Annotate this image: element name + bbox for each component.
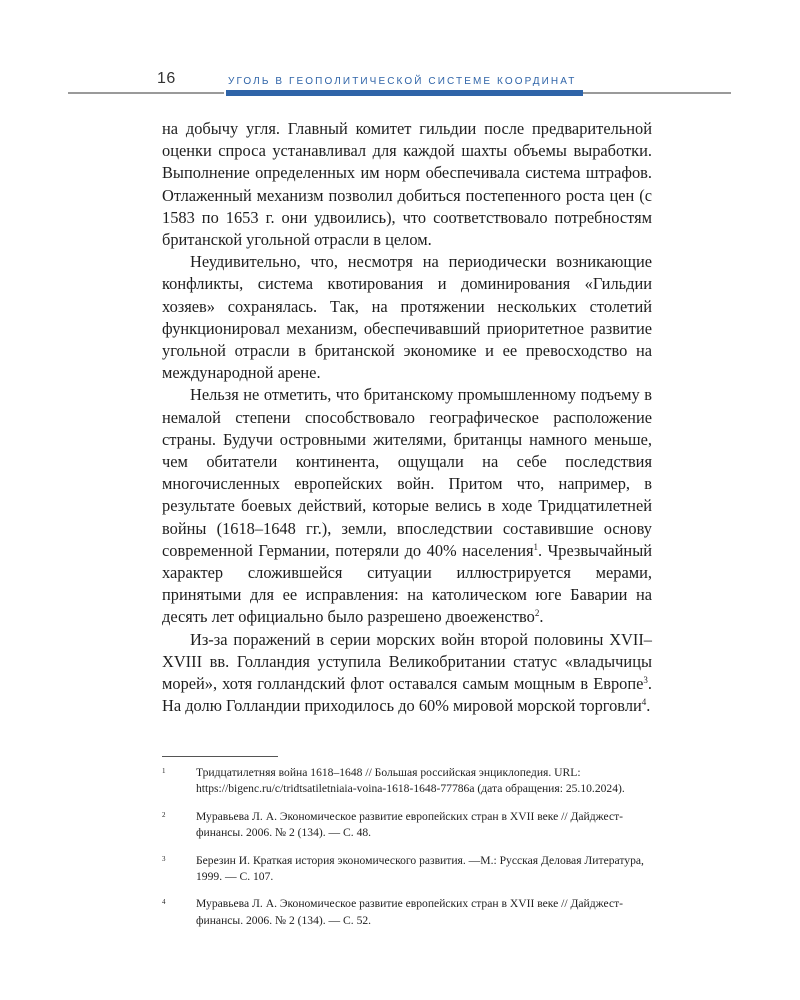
body-text <box>162 118 652 717</box>
footnote-text: Муравьева Л. А. Экономическое развитие европейских стран в XVII веке // Дайджест-финансы. 2006. № 2 (134). — С. 52. <box>196 897 624 927</box>
footnote-1 <box>162 765 652 798</box>
footnote-ref-3[interactable]: 3 <box>643 675 648 686</box>
running-title: УГОЛЬ В ГЕОПОЛИТИЧЕСКОЙ СИСТЕМЕ КООРДИНАТ <box>228 76 577 87</box>
footnotes <box>162 765 652 940</box>
paragraph-3-text-b: . Чрезвычайный характер сложившейся ситуации иллюстрируется мерами, принятыми для ее исправления: на католическом юге Баварии на десять лет официально было разрешено двоеженство <box>162 540 652 627</box>
paragraph-4 <box>162 629 652 718</box>
footnote-number: 1 <box>162 767 166 775</box>
footnote-text: Тридцатилетняя война 1618–1648 // Большая российская энциклопедия. URL: https://bigenc.ru/c/tridtsatiletniaia-voina-1618-1648-77786a (дата обращения: 25.10.2024). <box>196 766 625 796</box>
page-number: 16 <box>157 70 176 87</box>
paragraph-4-text-b: . На долю Голландии приходилось до 60% мировой морской торговли <box>162 674 652 716</box>
paragraph-3 <box>162 384 652 628</box>
footnote-text: Муравьева Л. А. Экономическое развитие европейских стран в XVII веке // Дайджест-финансы. 2006. № 2 (134). — С. 48. <box>196 809 624 840</box>
footnote-ref-2[interactable]: 2 <box>534 608 540 619</box>
footnote-ref-1[interactable]: 1 <box>533 541 538 552</box>
footnote-3 <box>162 853 652 886</box>
header-rule-left <box>68 92 224 94</box>
footnote-number: 2 <box>162 810 166 819</box>
footnote-4 <box>162 896 652 929</box>
footnote-ref-4[interactable]: 4 <box>641 697 647 708</box>
header-rule-right <box>583 92 731 94</box>
footnote-number: 4 <box>162 898 166 907</box>
paragraph-1: на добычу угля. Главный комитет гильдии после предварительной оценки спроса устанавливал для каждой шахты объемы выработки. Выполнение определенных им норм обеспечивала система штрафов. Отлаженный механизм позволил добиться постепенного роста цен (с 1583 по 1653 г. они удвоились), что соответствовало потребностям британской угольной отрасли в целом. <box>162 119 652 250</box>
paragraph-4-text-c: . <box>646 696 651 716</box>
paragraph-3-text-a: Нельзя не отметить, что британскому промышленному подъему в немалой степени способствовало географическое расположение страны. Будучи островными жителями, британцы намного меньше, чем обитатели континента, ощущали на себе последствия многочисленных европейских войн. Притом что, например, в результате боевых действий, которые велись в ходе Тридцатилетней войны (1618–1648 гг.), земли, впоследствии составившие основу современной Германии, потеряли до 40% населения <box>162 385 652 560</box>
footnote-divider <box>162 756 278 757</box>
header-rule-accent <box>226 90 583 96</box>
footnote-number: 3 <box>162 854 166 863</box>
paragraph-4-text-a: Из-за поражений в серии морских войн второй половины XVII–XVIII вв. Голландия уступила Великобритании статус «владычицы морей», хотя голландский флот оставался самым мощным в Европе <box>162 629 652 694</box>
footnote-2 <box>162 809 652 842</box>
paragraph-3-text-c: . <box>539 607 544 627</box>
footnote-text: Березин И. Краткая история экономического развития. —М.: Русская Деловая Литература, 1999. — С. 107. <box>196 853 644 884</box>
paragraph-2: Неудивительно, что, несмотря на периодически возникающие конфликты, система квотирования и доминирования «Гильдии хозяев» сохранялась. Так, на протяжении нескольких столетий функционировал механизм, обеспечивавший приоритетное развитие угольной отрасли в британской экономике и ее превосходство на международной арене. <box>162 252 652 383</box>
